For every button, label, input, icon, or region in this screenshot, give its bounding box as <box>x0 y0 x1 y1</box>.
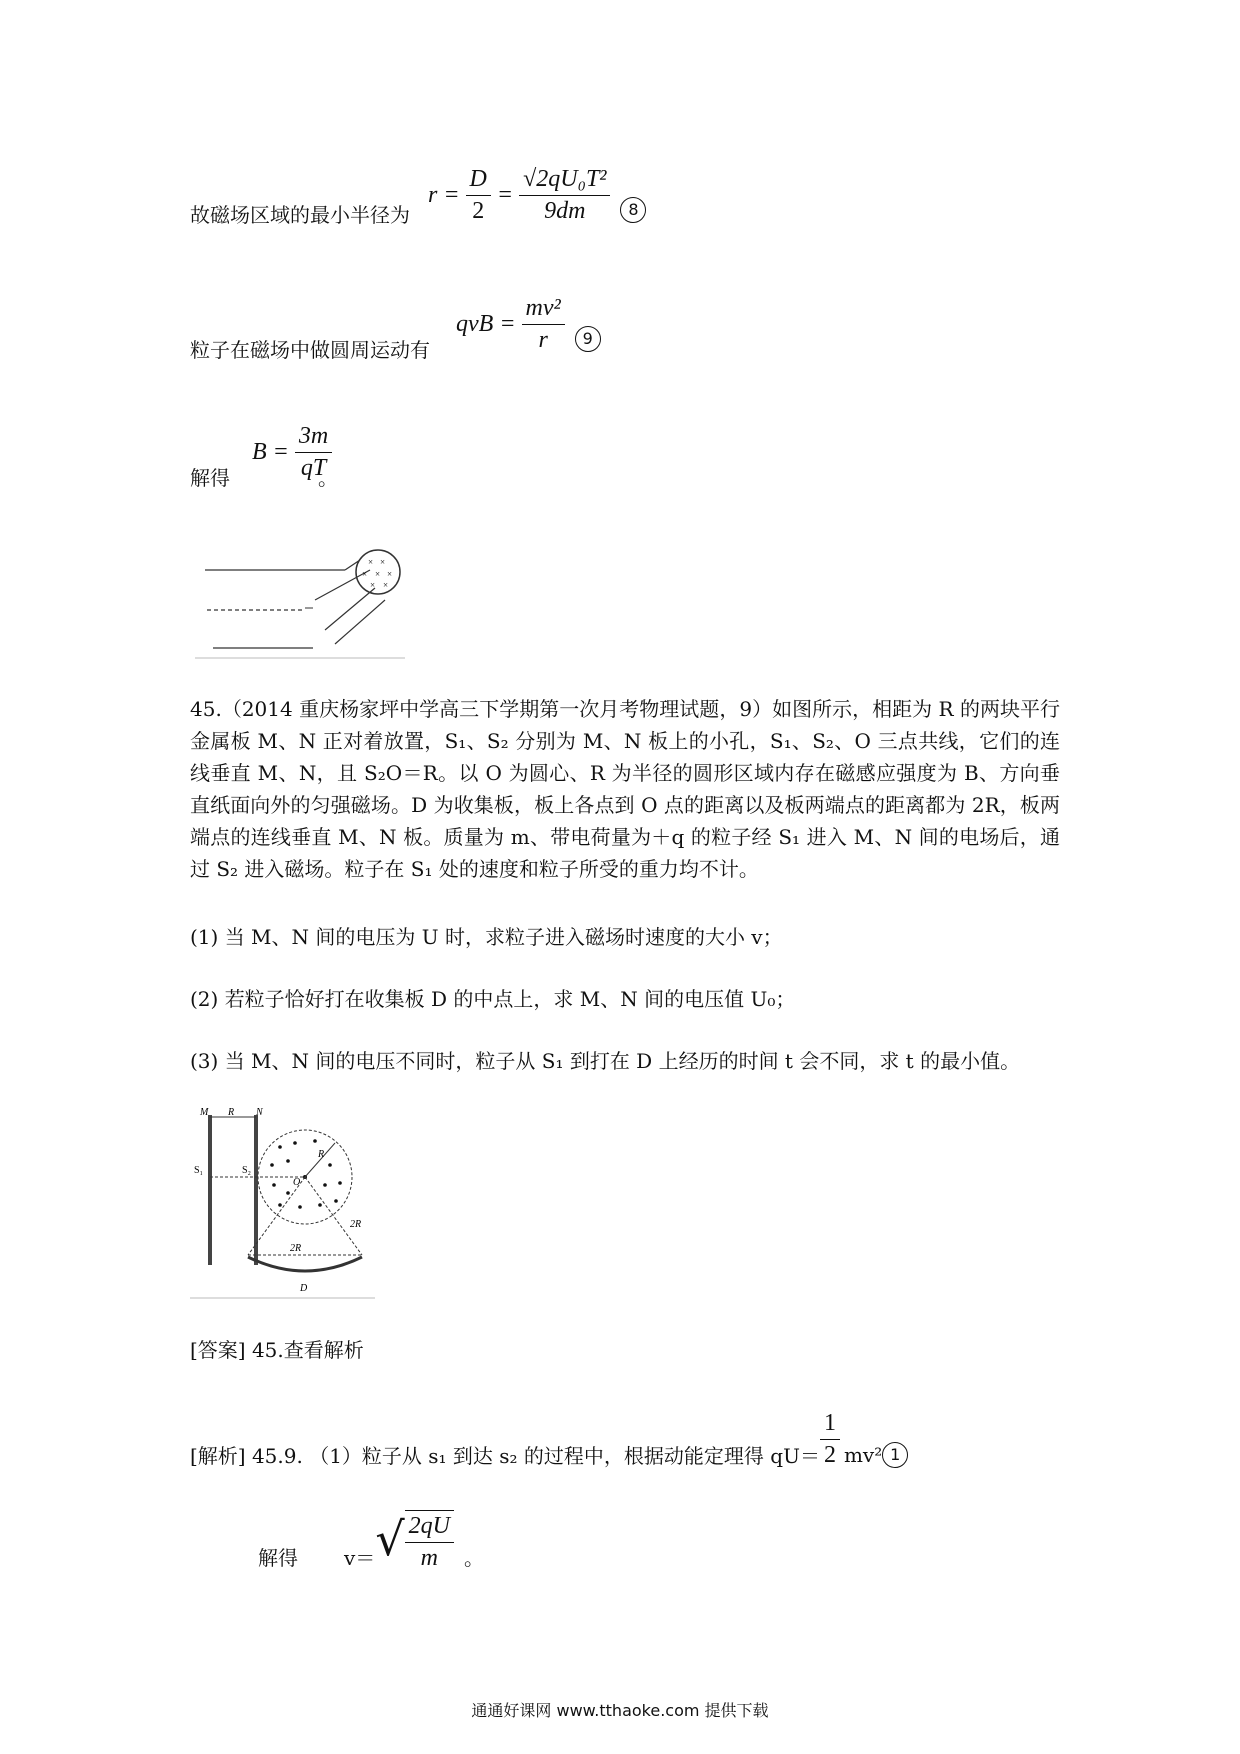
label-s1: S₁ <box>194 1165 204 1176</box>
analysis-line: [解析] 45.9. （1）粒子从 s₁ 到达 s₂ 的过程中，根据动能定理得 qU＝ $\frac{1}{2}$ mv² 1 <box>190 1410 908 1469</box>
equation-number-8: 8 <box>620 197 646 223</box>
label-s2: S₂ <box>242 1165 252 1176</box>
svg-text:×: × <box>383 580 389 590</box>
fraction-radius-expression: $\frac{\text{√2qU₀T²}}{9dm}$ <box>519 166 610 225</box>
svg-text:×: × <box>368 557 374 567</box>
label-d: D <box>300 1283 308 1294</box>
label-n: N <box>256 1107 263 1118</box>
equation-lorentz-force: qvB = $\frac{\text{mv²}}{r}$ 9 <box>456 295 601 354</box>
solve-v-line: 解得 v＝ √ $\frac{2qU}{m}$ 。 <box>258 1512 484 1571</box>
label-m: M <box>200 1107 209 1118</box>
sqrt-sign: √ <box>375 1512 405 1566</box>
plate-m <box>208 1115 212 1265</box>
question-2: (2) 若粒子恰好打在收集板 D 的中点上，求 M、N 间的电压值 U₀； <box>190 987 796 1011</box>
question-1: (1) 当 M、N 间的电压为 U 时，求粒子进入磁场时速度的大小 v； <box>190 925 783 949</box>
text-solve-b: 解得 <box>190 466 230 490</box>
figure-beams-into-field <box>195 530 410 670</box>
fraction-3m-over-qt: $\frac{3m}{qT}$ <box>295 423 332 482</box>
equation-number-1: 1 <box>882 1442 908 1468</box>
svg-text:×: × <box>362 569 368 579</box>
fraction-one-half: $\frac{1}{2}$ <box>820 1410 840 1469</box>
label-2r-side: 2R <box>350 1219 362 1230</box>
figure-plates-field-collector <box>190 1105 380 1300</box>
svg-text:×: × <box>387 569 393 579</box>
answer-line: [答案] 45.查看解析 <box>190 1338 364 1362</box>
label-r-inner: R <box>318 1149 325 1160</box>
equation-min-radius: r = $\frac{D}{2}$ = $\frac{\text{√2qU₀T²}}{9dm}$ 8 <box>428 166 646 225</box>
label-o: O <box>293 1177 301 1188</box>
footer-source: 通通好课网 www.tthaoke.com 提供下载 <box>471 1701 769 1720</box>
svg-text:×: × <box>380 557 386 567</box>
equation-b-result: B = $\frac{3m}{qT}$ <box>252 423 332 482</box>
label-2r-bottom: 2R <box>290 1243 302 1254</box>
svg-text:×: × <box>375 569 381 579</box>
problem-45-statement: 45.（2014 重庆杨家坪中学高三下学期第一次月考物理试题，9）如图所示，相距为 R 的两块平行金属板 M、N 正对着放置，S₁、S₂ 分别为 M、N 板上的小孔，S₁、S₂、O 三点共线，它们的连线垂直 M、N，且 S₂O＝R。以 O 为圆心、R 为半径的圆形区域内存在磁感应强度为 B、方向垂直纸面向外的匀强磁场。D 为收集板，板上各点到 O 点的距离以及板两端点的距离都为 2R，板两端点的连线垂直 M、N 板。质量为 m、带电荷量为＋q 的粒子经 S₁ 进入 M、N 间的电场后，通过 S₂ 进入磁场。粒子在 S₁ 处的速度和粒子所受的重力均不计。 <box>190 697 1060 881</box>
text-circular-motion: 粒子在磁场中做圆周运动有 <box>190 338 430 362</box>
equation-number-9: 9 <box>575 326 601 352</box>
fraction-centripetal: $\frac{\text{mv²}}{r}$ <box>522 295 565 354</box>
fraction-d-over-2: $\frac{D}{2}$ <box>466 166 491 225</box>
question-3: (3) 当 M、N 间的电压不同时，粒子从 S₁ 到打在 D 上经历的时间 t 会不同，求 t 的最小值。 <box>190 1049 1021 1073</box>
period-b: 。 <box>318 466 338 490</box>
fraction-2qu-over-m: $\frac{2qU}{m}$ <box>405 1510 454 1572</box>
label-r-top: R <box>228 1107 235 1118</box>
text-min-radius: 故磁场区域的最小半径为 <box>190 203 410 227</box>
svg-text:×: × <box>370 580 376 590</box>
